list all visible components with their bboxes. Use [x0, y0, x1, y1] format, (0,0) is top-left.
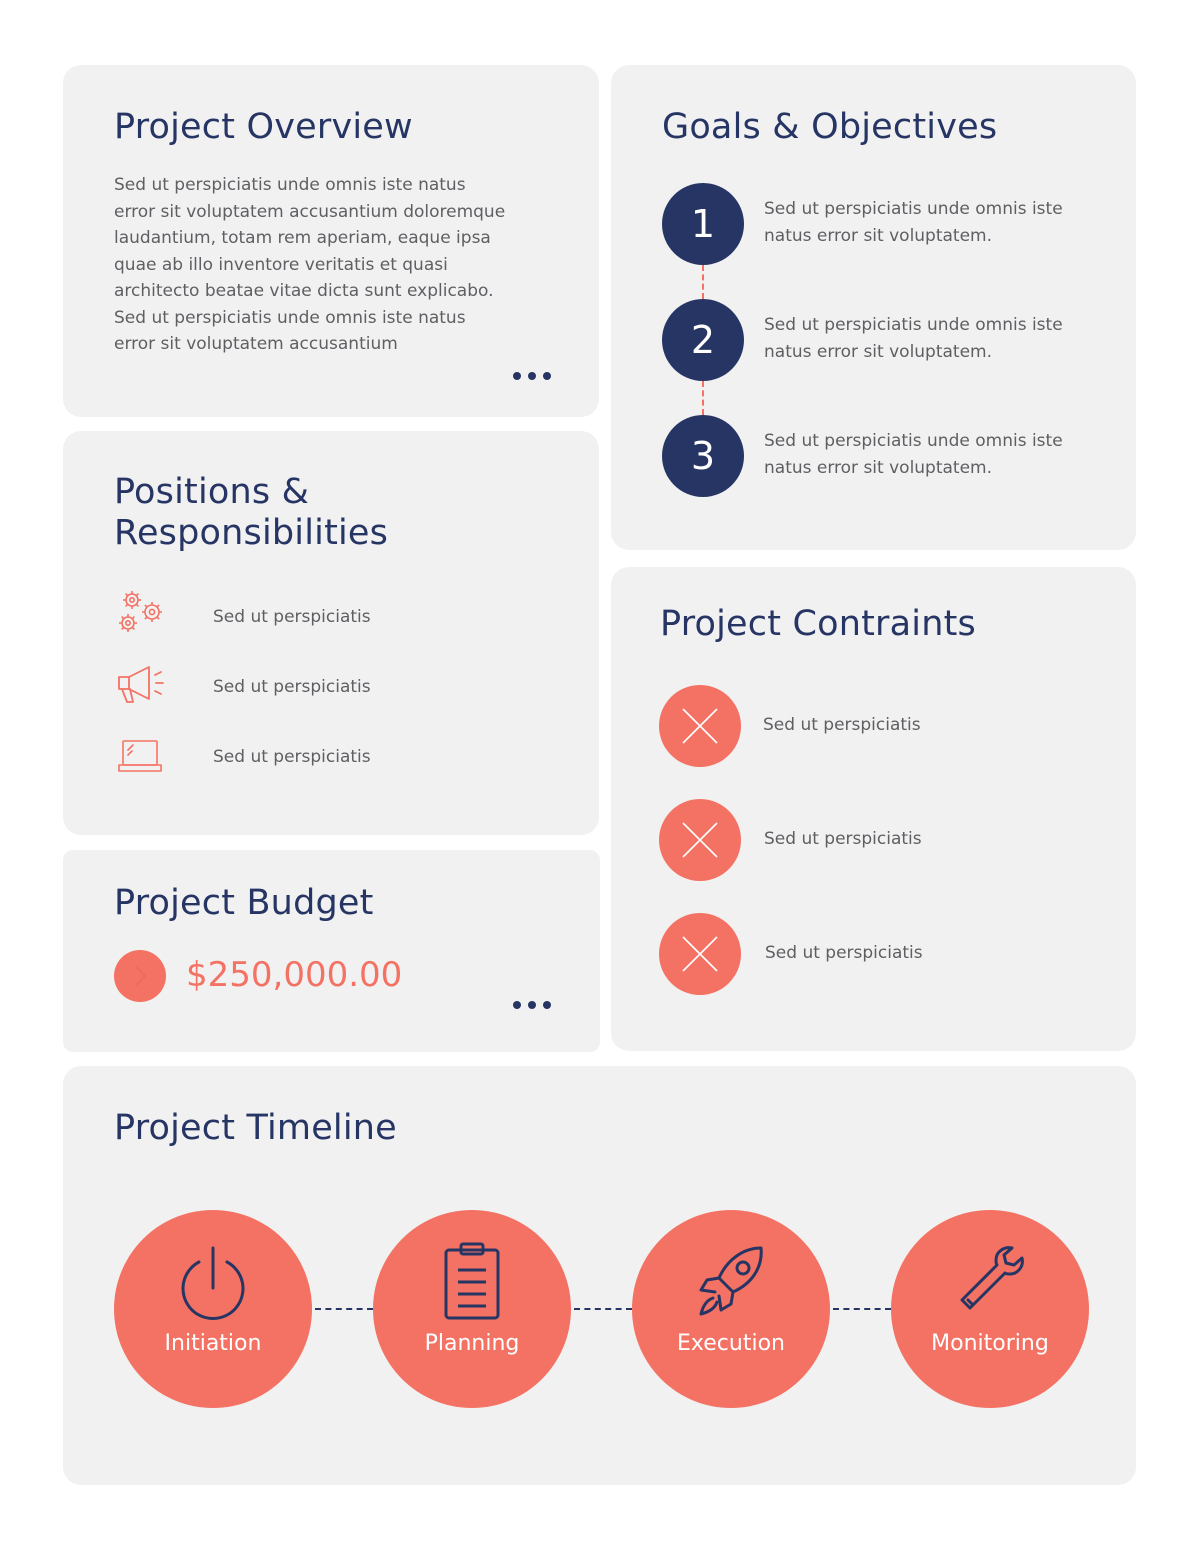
wrench-icon [950, 1240, 1030, 1322]
project-constraints-title: Project Contraints [660, 604, 976, 644]
timeline-connector [574, 1308, 632, 1310]
timeline-stage-planning [373, 1210, 571, 1408]
timeline-stage-label: Initiation [164, 1331, 262, 1356]
goal-connector [702, 265, 704, 299]
power-icon [173, 1240, 253, 1322]
overview-line: error sit voluptatem accusantium [114, 334, 398, 354]
goals-objectives-title: Goals & Objectives [662, 107, 998, 147]
overview-line: error sit voluptatem accusantium doloremque [114, 201, 506, 222]
close-icon [659, 685, 741, 767]
position-item-text: Sed ut perspiciatis [213, 747, 371, 767]
timeline-stage-initiation [114, 1210, 312, 1408]
constraint-item-text: Sed ut perspiciatis [764, 829, 922, 849]
timeline-stage-label: Planning [424, 1331, 520, 1356]
goal-text-line: Sed ut perspiciatis unde omnis iste [764, 315, 1063, 335]
project-overview-card [63, 65, 599, 417]
laptop-icon [113, 733, 169, 783]
goal-text-line: Sed ut perspiciatis unde omnis iste [764, 199, 1063, 219]
goals-objectives-card [611, 65, 1136, 550]
constraint-item-text: Sed ut perspiciatis [765, 943, 923, 963]
clipboard-icon [432, 1240, 512, 1322]
goal-number-badge: 3 [662, 415, 744, 497]
timeline-connector [315, 1308, 373, 1310]
more-options-icon[interactable] [513, 1001, 551, 1009]
rocket-icon [691, 1240, 771, 1322]
goal-text-line: natus error sit voluptatem. [764, 457, 993, 478]
project-overview-title: Project Overview [114, 107, 413, 147]
timeline-stage-label: Monitoring [931, 1331, 1049, 1356]
position-item-text: Sed ut perspiciatis [213, 607, 371, 627]
timeline-stage-label: Execution [677, 1331, 785, 1356]
timeline-connector [833, 1308, 891, 1310]
gears-icon [113, 588, 169, 638]
overview-line: laudantium, totam rem aperiam, eaque ipsa [114, 228, 491, 248]
project-timeline-title: Project Timeline [114, 1108, 397, 1148]
overview-line: Sed ut perspiciatis unde omnis iste natus [114, 307, 466, 328]
positions-responsibilities-card [63, 431, 599, 835]
constraint-item-text: Sed ut perspiciatis [763, 715, 921, 735]
position-item-text: Sed ut perspiciatis [213, 677, 371, 697]
goal-number-badge: 1 [662, 183, 744, 265]
budget-amount: $250,000.00 [186, 955, 403, 995]
timeline-stage-execution [632, 1210, 830, 1408]
megaphone-icon [113, 661, 169, 711]
overview-line: quae ab illo inventore veritatis et quasi [114, 254, 448, 275]
goal-connector [702, 381, 704, 415]
goal-text-line: natus error sit voluptatem. [764, 341, 993, 362]
budget-bullet-icon [114, 950, 166, 1002]
project-constraints-card [611, 567, 1136, 1051]
positions-title-line: Responsibilities [114, 513, 389, 553]
overview-line: Sed ut perspiciatis unde omnis iste natus [114, 175, 466, 195]
more-options-icon[interactable] [513, 372, 551, 380]
timeline-stage-monitoring [891, 1210, 1089, 1408]
project-budget-card [63, 850, 600, 1052]
close-icon [659, 913, 741, 995]
close-icon [659, 799, 741, 881]
overview-line: architecto beatae vitae dicta sunt explicabo. [114, 281, 494, 301]
goal-text-line: Sed ut perspiciatis unde omnis iste [764, 431, 1063, 451]
goal-number-badge: 2 [662, 299, 744, 381]
positions-title-line: Positions & [114, 472, 310, 512]
project-timeline-card [63, 1066, 1136, 1485]
project-budget-title: Project Budget [114, 883, 374, 923]
goal-text-line: natus error sit voluptatem. [764, 225, 993, 246]
